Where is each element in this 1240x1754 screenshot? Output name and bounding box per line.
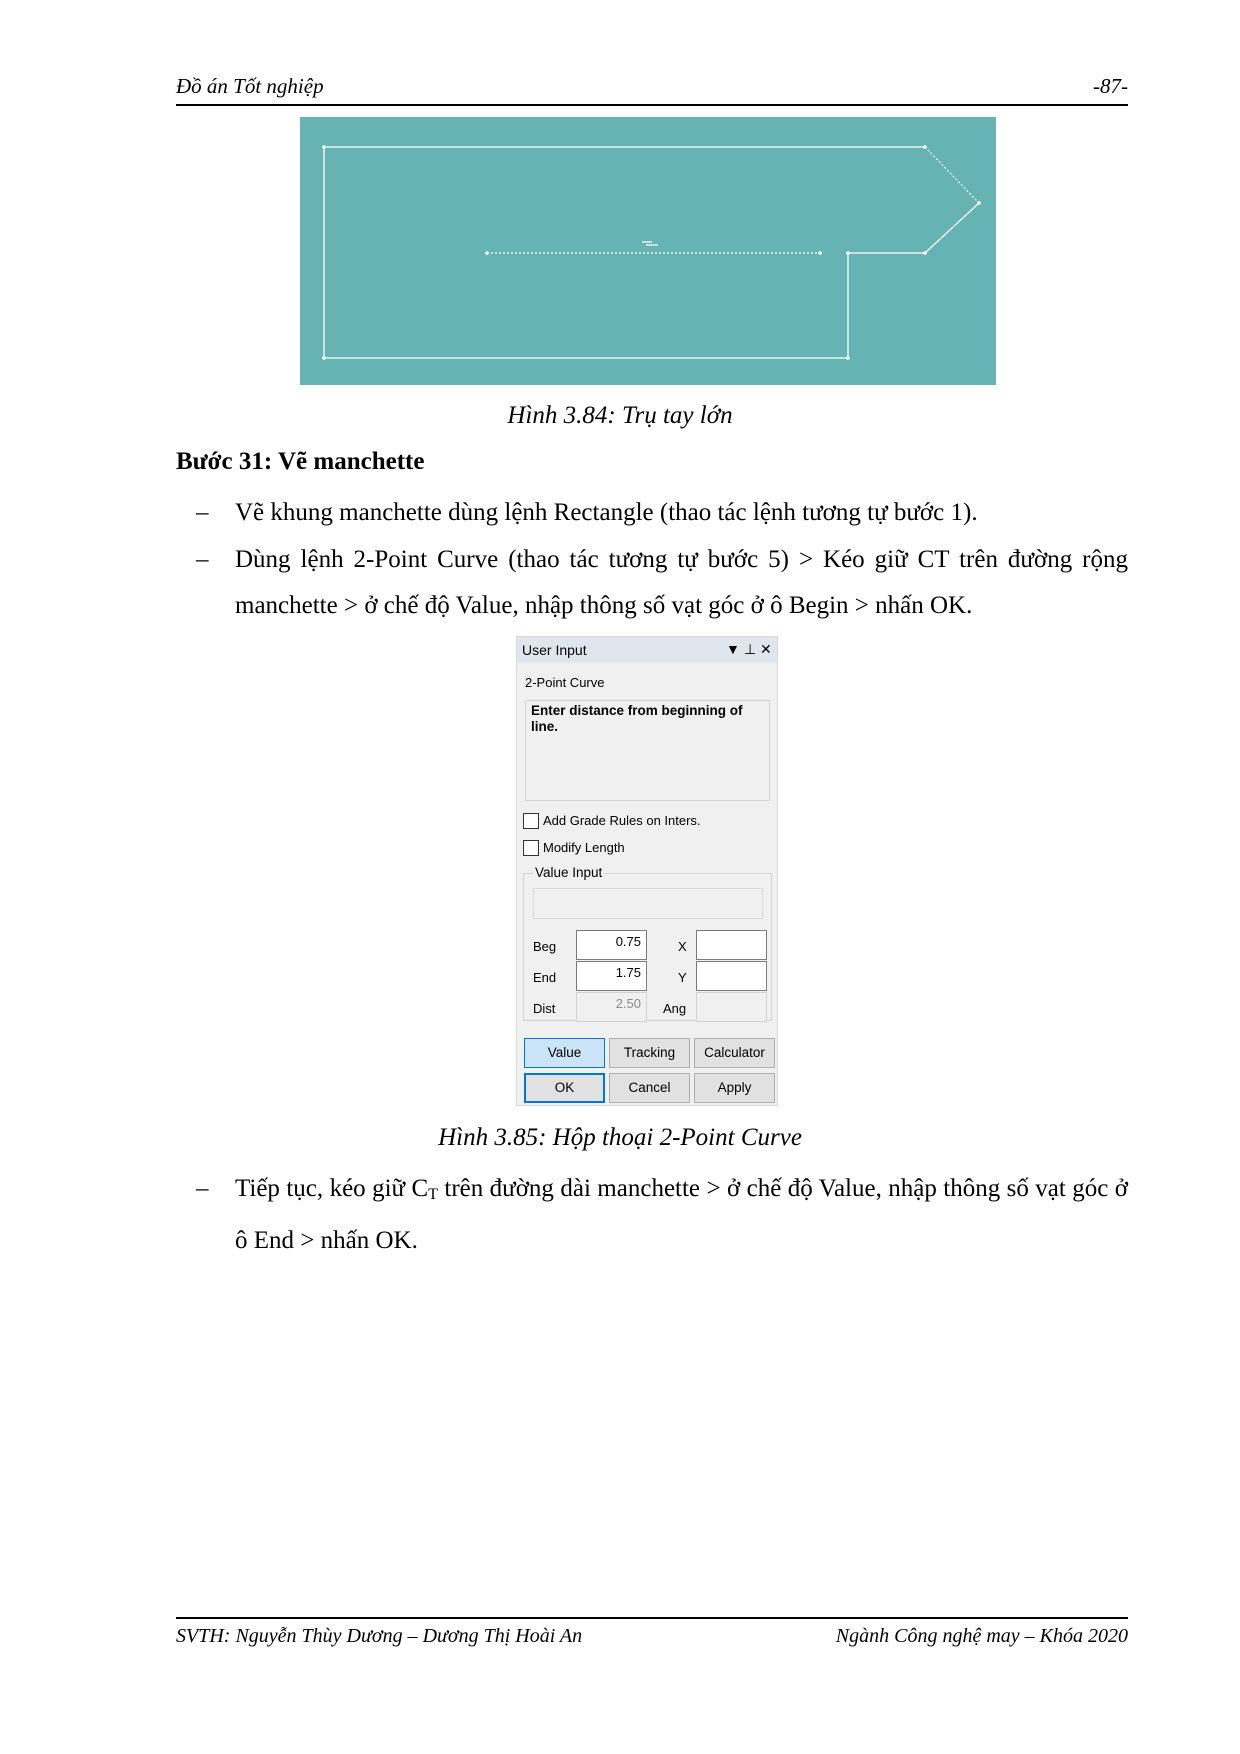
bullet-dash: –: [196, 546, 209, 573]
close-icon[interactable]: ✕: [760, 641, 772, 657]
ok-button[interactable]: OK: [524, 1073, 605, 1103]
figure-caption-2: Hình 3.85: Hộp thoại 2-Point Curve: [438, 1124, 802, 1151]
grade-rules-label: Add Grade Rules on Inters.: [543, 813, 701, 828]
page-header: [176, 72, 1128, 106]
value-input-group-label: Value Input: [535, 865, 603, 880]
bullet-dash: –: [196, 499, 209, 526]
bullet-item: [176, 490, 1128, 536]
value-display-field: [533, 888, 763, 919]
dist-label: Dist: [533, 1001, 556, 1016]
bullet-text-part: trên đường dài manchette > ở chế độ Value, nhập thông số vạt góc ở ô End > nhấn OK.: [235, 1175, 1128, 1254]
beg-label: Beg: [533, 939, 557, 954]
command-name: 2-Point Curve: [525, 675, 605, 690]
pin-icon[interactable]: ⊥: [744, 641, 757, 657]
end-label: End: [533, 970, 557, 985]
value-button[interactable]: Value: [524, 1038, 605, 1068]
apply-button[interactable]: Apply: [694, 1073, 775, 1103]
cad-drawing-figure: [300, 117, 996, 385]
figure-caption-1: Hình 3.84: Trụ tay lớn: [507, 402, 733, 429]
bullet-text-part: Tiếp tục, kéo giữ C: [235, 1175, 429, 1202]
bullet-item: [176, 537, 1128, 629]
bullet-text: Vẽ khung manchette dùng lệnh Rectangle (thao tác lệnh tương tự bước 1).: [235, 499, 978, 526]
dialog-title-bar[interactable]: [517, 637, 777, 663]
modify-length-label: Modify Length: [543, 840, 625, 855]
bullet-text: [176, 1166, 1128, 1264]
bullet-item: [176, 1166, 1128, 1264]
tracking-button[interactable]: Tracking: [609, 1038, 690, 1068]
y-label: Y: [678, 970, 687, 985]
dist-input: 2.50: [576, 992, 647, 1022]
bullet-text: Dùng lệnh 2-Point Curve (thao tác tương tự bước 5) > Kéo giữ CT trên đường rộng manchette > ở chế độ Value, nhập thông số vạt góc ở ô Begin > nhấn OK.: [235, 546, 1128, 619]
x-input[interactable]: [696, 930, 767, 960]
dialog-title: User Input: [522, 642, 587, 658]
page-footer: [176, 1617, 1128, 1657]
sleeve-pattern-drawing: [300, 117, 996, 385]
page-number: -87-: [1093, 74, 1128, 98]
bullet-dash: –: [196, 1175, 209, 1202]
end-input[interactable]: 1.75: [576, 961, 647, 991]
modify-length-checkbox[interactable]: [523, 840, 539, 856]
footer-authors: SVTH: Nguyễn Thùy Dương – Dương Thị Hoài An: [176, 1625, 583, 1647]
user-input-dialog: [516, 636, 778, 1106]
x-label: X: [678, 939, 687, 954]
ang-label: Ang: [663, 1001, 687, 1016]
beg-input[interactable]: 0.75: [576, 930, 647, 960]
grade-rules-checkbox[interactable]: [523, 813, 539, 829]
header-title: Đồ án Tốt nghiệp: [176, 74, 324, 98]
dropdown-icon[interactable]: ▼: [726, 641, 740, 657]
calculator-button[interactable]: Calculator: [694, 1038, 775, 1068]
cancel-button[interactable]: Cancel: [609, 1073, 690, 1103]
footer-program: Ngành Công nghệ may – Khóa 2020: [835, 1625, 1128, 1647]
y-input[interactable]: [696, 961, 767, 991]
prompt-message: Enter distance from beginning of line.: [525, 700, 770, 801]
step-heading: Bước 31: Vẽ manchette: [176, 448, 425, 475]
subscript-t: T: [428, 1186, 438, 1203]
ang-input: [696, 992, 767, 1022]
